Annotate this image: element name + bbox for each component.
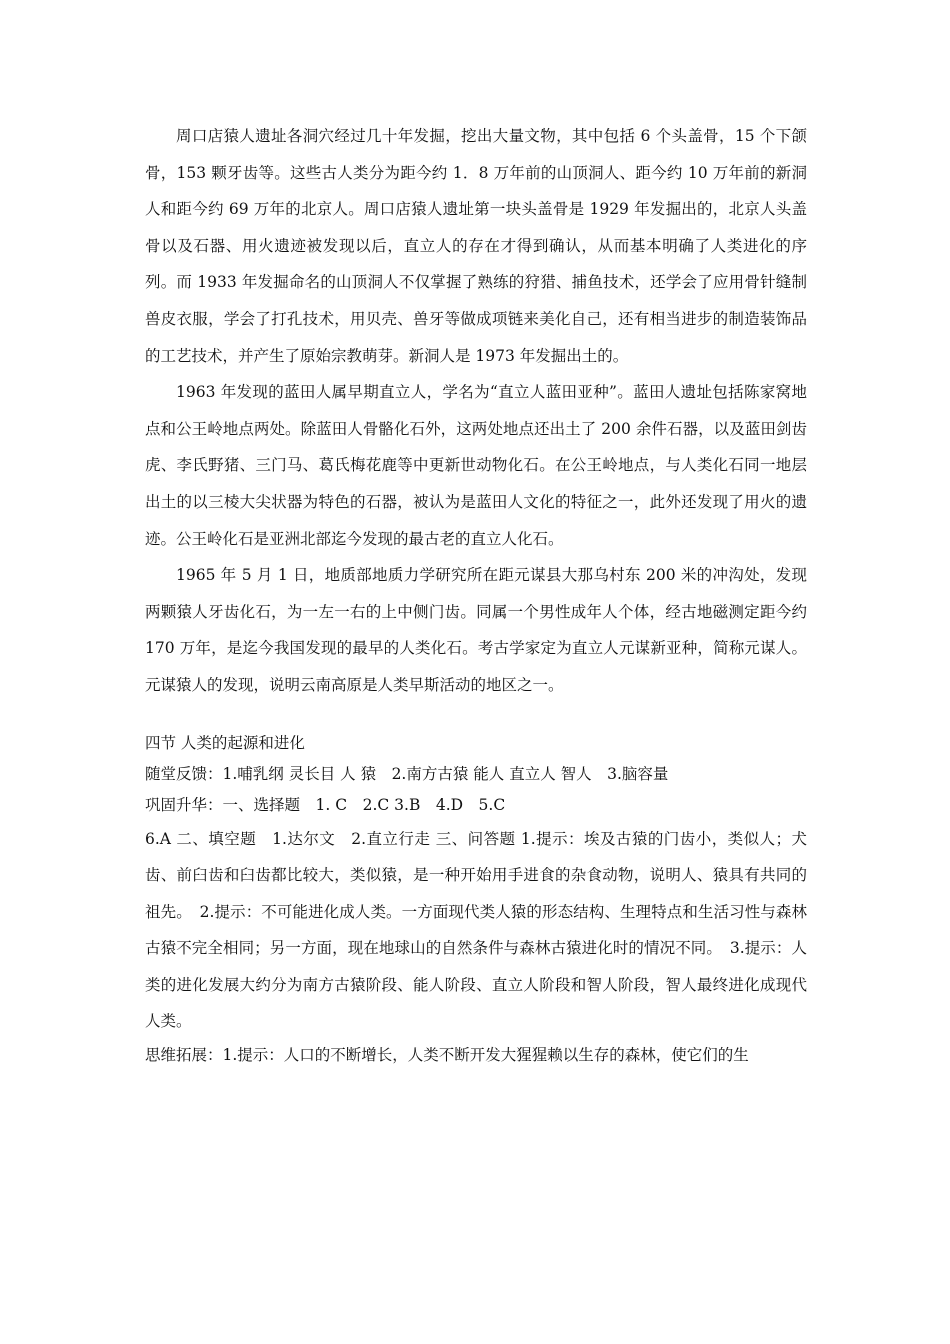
section-title: 四节 人类的起源和进化 [145, 733, 305, 752]
paragraph-lantian: 1963 年发现的蓝田人属早期直立人，学名为“直立人蓝田亚种”。蓝田人遗址包括陈家窝地点和公王岭地点两处。除蓝田人骨骼化石外，这两处地点还出土了 200 余件石器，以及蓝田剑齿虎、李氏野猪、三门马、葛氏梅花鹿等中更新世动物化石。在公王岭地点，与人类化石同一地层出土的以三棱大尖状器为特色的石器，被认为是蓝田人文化的特征之一，此外还发现了用火的遗迹。公王岭化石是亚洲北部迄今发现的最古老的直立人化石。 [145, 383, 807, 548]
answer-consolidate: 巩固升华：一、选择题 1. C 2.C 3.B 4.D 5.C [145, 795, 506, 814]
answer-consolidate-continued: 6.A 二、填空题 1.达尔文 2.直立行走 三、问答题 1.提示：埃及古猿的门齿小，类似人；犬齿、前臼齿和臼齿都比较大，类似猿，是一种开始用手进食的杂食动物，说明人、猿具有共同的祖先。 2.提示：不可能进化成人类。一方面现代类人猿的形态结构、生理特点和生活习性与森林古猿不完全相同；另一方面，现在地球山的自然条件与森林古猿进化时的情况不同。 3.提示：人类的进化发展大约分为南方古猿阶段、能人阶段、直立人阶段和智人阶段，智人最终进化成现代人类。 [145, 829, 807, 1031]
document-body [145, 118, 807, 1071]
answer-feedback: 随堂反馈：1.哺乳纲 灵长目 人 猿 2.南方古猿 能人 直立人 智人 3.脑容量 [145, 764, 669, 783]
paragraph-yuanmou: 1965 年 5 月 1 日，地质部地质力学研究所在距元谋县大那乌村东 200 米的冲沟处，发现两颗猿人牙齿化石，为一左一右的上中侧门齿。同属一个男性成年人个体，经古地磁测定距今约 170 万年，是迄今我国发现的最早的人类化石。考古学家定为直立人元谋新亚种，简称元谋人。元谋猿人的发现，说明云南高原是人类早斯活动的地区之一。 [145, 566, 807, 694]
paragraph-zhoukoudian: 周口店猿人遗址各洞穴经过几十年发掘，挖出大量文物，其中包括 6 个头盖骨，15 个下颌骨，153 颗牙齿等。这些古人类分为距今约 1．8 万年前的山顶洞人、距今约 10 万年前的新洞人和距今约 69 万年的北京人。周口店猿人遗址第一块头盖骨是 1929 年发掘出的，北京人头盖骨以及石器、用火遗迹被发现以后，直立人的存在才得到确认，从而基本明确了人类进化的序列。而 1933 年发掘命名的山顶洞人不仅掌握了熟练的狩猎、捕鱼技术，还学会了应用骨针缝制兽皮衣服，学会了打孔技术，用贝壳、兽牙等做成项链来美化自己，还有相当进步的制造装饰品的工艺技术，并产生了原始宗教萌芽。新洞人是 1973 年发掘出土的。 [145, 127, 807, 365]
answer-extension: 思维拓展：1.提示：人口的不断增长，人类不断开发大猩猩赖以生存的森林，使它们的生 [145, 1046, 749, 1065]
